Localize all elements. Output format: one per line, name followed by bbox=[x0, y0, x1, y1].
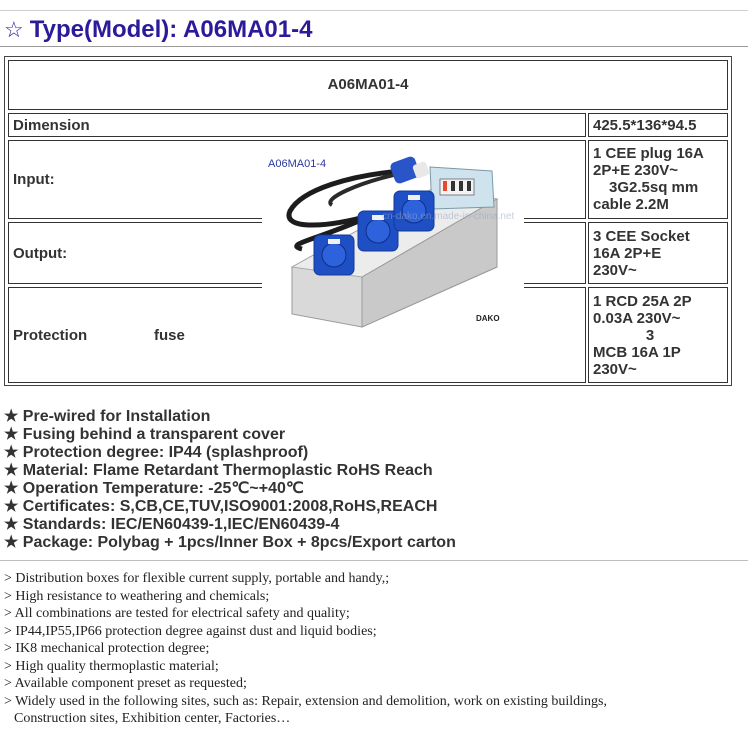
star-icon: ☆ bbox=[4, 17, 24, 42]
description-item: > High resistance to weathering and chemicals; bbox=[4, 588, 270, 604]
section-divider bbox=[0, 560, 748, 561]
output-line: 230V~ bbox=[593, 262, 637, 279]
title-rule bbox=[0, 46, 748, 47]
distribution-box-illustration bbox=[262, 149, 524, 331]
feature-item: ★ Operation Temperature: -25℃~+40℃ bbox=[4, 480, 304, 497]
input-line: cable 2.2M bbox=[593, 196, 669, 213]
input-line: 3G2.5sq mm bbox=[609, 179, 699, 196]
protection-label: Protection bbox=[13, 326, 88, 344]
spec-value-output bbox=[588, 222, 728, 284]
transparent-cover bbox=[430, 167, 494, 209]
feature-item: ★ Pre-wired for Installation bbox=[4, 408, 211, 425]
feature-item: ★ Standards: IEC/EN60439-1,IEC/EN60439-4 bbox=[4, 516, 340, 533]
spec-value-input bbox=[588, 140, 728, 219]
description-item: > Available component preset as requested; bbox=[4, 676, 247, 691]
spec-label-output: Output: bbox=[8, 222, 586, 284]
feature-item: ★ Protection degree: IP44 (splashproof) bbox=[4, 444, 309, 461]
description-item: Construction sites, Exhibition center, Factories… bbox=[14, 711, 291, 726]
description-item: > IK8 mechanical protection degree; bbox=[4, 641, 210, 656]
fuse-label: fuse bbox=[154, 326, 185, 344]
protection-line: 3 bbox=[645, 327, 655, 344]
description-list bbox=[4, 570, 744, 728]
feature-item: ★ Material: Flame Retardant Thermoplastic RoHS Reach bbox=[4, 462, 433, 479]
spec-label-input: Input: bbox=[8, 140, 586, 219]
cee-socket bbox=[314, 235, 354, 275]
protection-line: 1 RCD 25A 2P bbox=[593, 293, 692, 310]
protection-line: 0.03A 230V~ bbox=[593, 310, 681, 327]
title-text: Type(Model): A06MA01-4 bbox=[29, 16, 313, 43]
spec-value-dimension bbox=[588, 113, 728, 137]
feature-item: ★ Package: Polybag + 1pcs/Inner Box + 8pcs/Export carton bbox=[4, 534, 456, 551]
protection-line: MCB 16A 1P bbox=[593, 344, 681, 361]
output-line: 16A 2P+E bbox=[593, 245, 662, 262]
protection-line: 230V~ bbox=[593, 361, 637, 378]
spec-value-protection bbox=[588, 287, 728, 383]
feature-item: ★ Fusing behind a transparent cover bbox=[4, 426, 286, 443]
input-line: 2P+E 230V~ bbox=[593, 162, 679, 179]
description-item: > All combinations are tested for electrical safety and quality; bbox=[4, 606, 350, 621]
feature-list bbox=[4, 408, 744, 552]
spec-model-header: A06MA01-4 bbox=[8, 60, 728, 110]
feature-item: ★ Certificates: S,CB,CE,TUV,ISO9001:2008,RoHS,REACH bbox=[4, 498, 438, 515]
watermark: cn-dako.en.made-in-china.net bbox=[382, 211, 515, 222]
page-title bbox=[4, 13, 312, 47]
output-line: 3 CEE Socket bbox=[593, 228, 690, 245]
dimension-value: 425.5*136*94.5 bbox=[593, 116, 697, 134]
input-line: 1 CEE plug 16A bbox=[593, 145, 704, 162]
description-item: > Distribution boxes for flexible current supply, portable and handy,; bbox=[4, 571, 390, 586]
product-photo bbox=[262, 149, 524, 331]
brand-logo: DAKO bbox=[476, 314, 500, 323]
top-rule bbox=[0, 10, 748, 11]
description-item: > High quality thermoplastic material; bbox=[4, 658, 219, 674]
description-item: > IP44,IP55,IP66 protection degree against dust and liquid bodies; bbox=[4, 623, 377, 639]
description-item: > Widely used in the following sites, such as: Repair, extension and demolition, work on existing buildings, bbox=[4, 693, 607, 709]
spec-label-dimension: Dimension bbox=[8, 113, 586, 137]
photo-caption: A06MA01-4 bbox=[268, 158, 327, 170]
cee-plug bbox=[389, 155, 430, 185]
